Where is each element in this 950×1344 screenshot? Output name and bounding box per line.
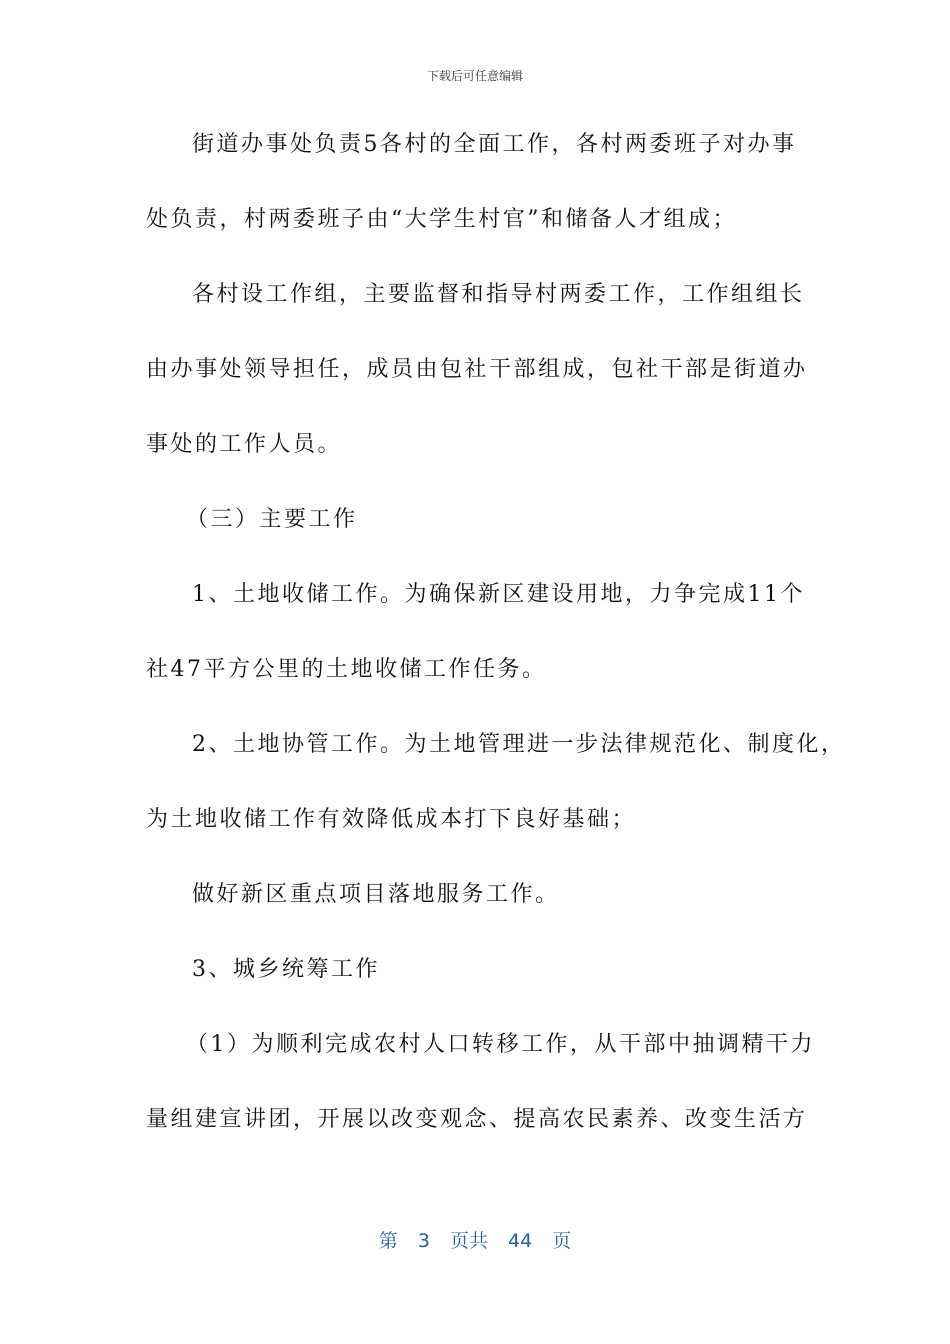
page-number-footer: 第 3 页共 44 页 (378, 1230, 572, 1252)
paragraph-line: 由办事处领导担任，成员由包社干部组成，包社干部是街道办 (146, 357, 808, 382)
paragraph-line: 社47平方公里的土地收储工作任务。 (146, 657, 547, 682)
paragraph-line: 2、土地协管工作。为土地管理进一步法律规范化、制度化， (192, 732, 846, 757)
paragraph-line: 做好新区重点项目落地服务工作。 (192, 882, 560, 907)
section-heading: （三）主要工作 (186, 507, 358, 532)
paragraph-line: 事处的工作人员。 (146, 432, 343, 457)
paragraph-line: 街道办事处负责5各村的全面工作，各村两委班子对办事 (192, 132, 797, 157)
header-note: 下载后可任意编辑 (426, 69, 523, 83)
paragraph-line: 处负责，村两委班子由“大学生村官”和储备人才组成； (146, 207, 737, 232)
paragraph-line: 量组建宣讲团，开展以改变观念、提高农民素养、改变生活方 (146, 1107, 808, 1132)
paragraph-line: 1、土地收储工作。为确保新区建设用地，力争完成11个 (192, 582, 805, 607)
paragraph-line: 为土地收储工作有效降低成本打下良好基础； (146, 807, 637, 832)
paragraph-line: 3、城乡统筹工作 (192, 957, 380, 982)
paragraph-line: 各村设工作组，主要监督和指导村两委工作，工作组组长 (192, 282, 805, 307)
paragraph-line: （1）为顺利完成农村人口转移工作，从干部中抽调精干力 (186, 1032, 815, 1057)
